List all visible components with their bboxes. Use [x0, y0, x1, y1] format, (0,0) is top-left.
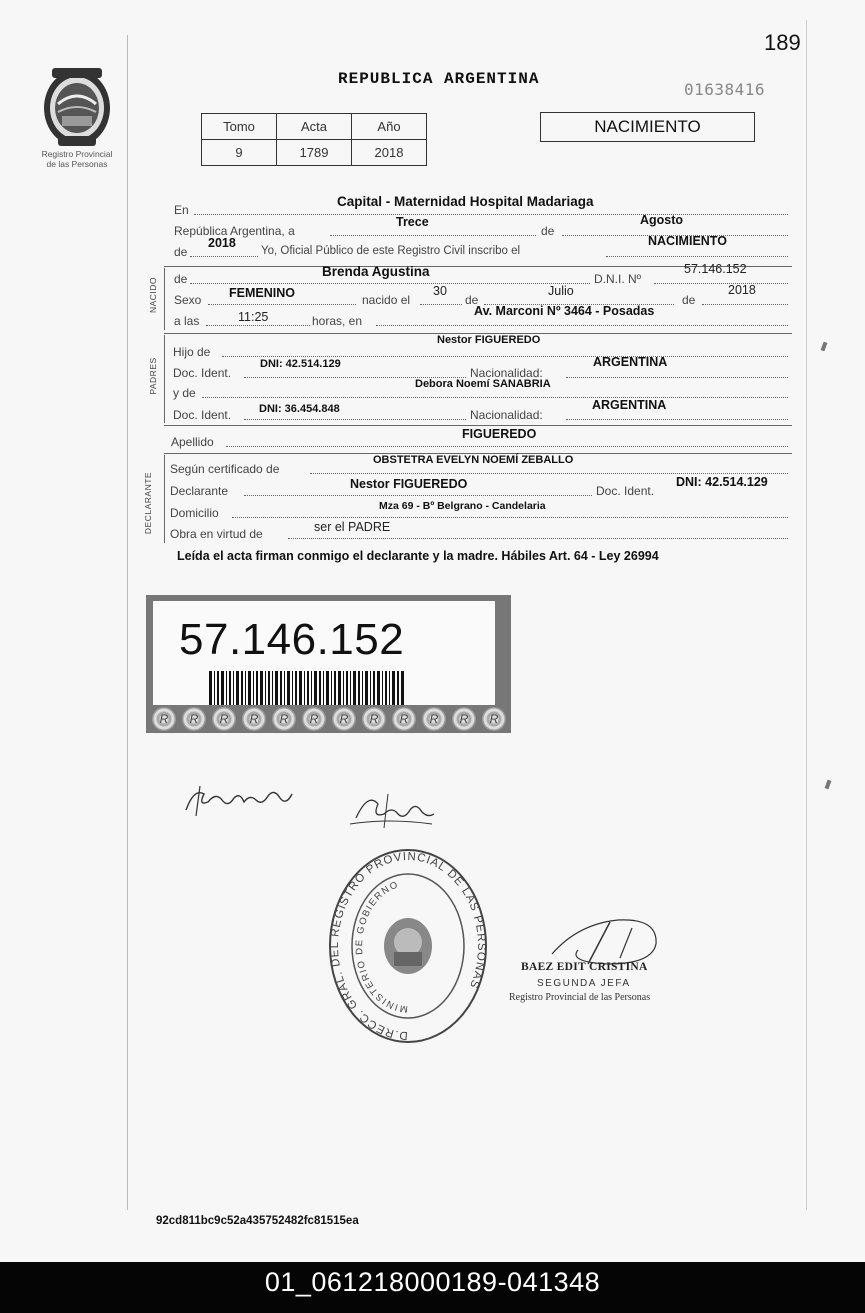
dotted-line	[194, 213, 788, 215]
barcode	[209, 671, 409, 705]
left-margin-rule	[127, 35, 128, 1210]
declarant-name-value: Nestor FIGUEREDO	[350, 477, 468, 491]
dotted-line	[606, 255, 788, 257]
dotted-line	[222, 355, 788, 357]
anio-header: Año	[352, 114, 427, 140]
section-rule	[164, 335, 165, 423]
doc-label: Doc. Ident.	[173, 366, 232, 380]
dotted-line	[190, 282, 590, 284]
security-r-mark: R	[212, 707, 236, 731]
father-name-value: Nestor FIGUEREDO	[437, 334, 541, 346]
record-type-box: NACIMIENTO	[540, 112, 755, 142]
dotted-line	[702, 303, 788, 305]
de-label: de	[541, 224, 555, 238]
security-r-mark: R	[452, 707, 476, 731]
yde-label: y de	[173, 386, 196, 400]
declarant-doc-value: DNI: 42.514.129	[676, 475, 768, 489]
mother-nationality-value: ARGENTINA	[592, 398, 667, 412]
child-dni-value: 57.146.152	[684, 262, 747, 276]
en-label: En	[174, 203, 189, 217]
dotted-line	[288, 537, 788, 539]
security-r-mark: R	[182, 707, 206, 731]
alas-label: a las	[174, 314, 200, 328]
nacido-section-label: NACIDO	[148, 276, 158, 314]
padres-section-label: PADRES	[148, 357, 158, 395]
signatory-office: Registro Provincial de las Personas	[509, 992, 651, 1003]
mother-signature	[348, 788, 438, 832]
dotted-line	[232, 516, 788, 518]
domicilio-value: Mza 69 - Bº Belgrano - Candelaria	[379, 500, 546, 512]
domicilio-label: Domicilio	[170, 506, 219, 520]
right-margin-rule	[806, 20, 807, 1210]
mother-doc-value: DNI: 36.454.848	[259, 403, 340, 415]
document-title: REPUBLICA ARGENTINA	[338, 70, 540, 88]
sticker-dni-number: 57.146.152	[179, 615, 405, 664]
dotted-line	[226, 445, 788, 447]
de-label: de	[682, 293, 696, 307]
acta-value: 1789	[277, 140, 352, 166]
de-label: de	[174, 272, 188, 286]
dotted-line	[208, 303, 356, 305]
sex-value: FEMENINO	[229, 286, 295, 300]
year-value: 2018	[208, 236, 236, 250]
security-r-mark: R	[362, 707, 386, 731]
security-r-mark: R	[152, 707, 176, 731]
father-nationality-value: ARGENTINA	[593, 355, 668, 369]
mother-name-value: Debora Noemí SANABRIA	[415, 378, 551, 390]
declarant-signature	[182, 780, 302, 820]
dotted-line	[654, 282, 788, 284]
hijo-label: Hijo de	[173, 345, 211, 359]
dotted-line	[202, 396, 788, 398]
section-divider	[164, 425, 792, 426]
birth-month-value: Julio	[548, 284, 574, 298]
security-r-mark: R	[272, 707, 296, 731]
child-name-value: Brenda Agustina	[322, 264, 430, 279]
security-r-mark: R	[422, 707, 446, 731]
page-number: 189	[764, 30, 801, 55]
doc-label: Doc. Ident.	[173, 408, 232, 422]
scan-mark	[821, 342, 828, 352]
footer-code: 01_061218000189-041348	[0, 1262, 865, 1313]
security-r-mark: R	[392, 707, 416, 731]
horas-label: horas, en	[312, 314, 363, 328]
birth-place-value: Av. Marconi Nº 3464 - Posadas	[474, 304, 655, 318]
serial-number: 01638416	[684, 80, 766, 99]
dotted-line	[310, 472, 788, 474]
inscribo-value: NACIMIENTO	[648, 234, 727, 248]
registry-table	[201, 113, 427, 166]
security-r-mark: R	[302, 707, 326, 731]
segun-label: Según certificado de	[170, 462, 280, 476]
obra-value: ser el PADRE	[314, 520, 391, 534]
de-label: de	[174, 245, 188, 259]
republica-label: República Argentina, a	[174, 224, 295, 238]
document-hash: 92cd811bc9c52a435752482fc81515ea	[156, 1215, 359, 1227]
dotted-line	[206, 324, 310, 326]
seal-inner-text: MINISTERIO DE GOBIERNO	[353, 879, 409, 1015]
nacionalidad-label: Nacionalidad:	[470, 408, 543, 422]
security-r-mark: R	[242, 707, 266, 731]
day-text-value: Trece	[396, 215, 429, 229]
certificate-value: OBSTETRA EVELYN NOEMÍ ZEBALLO	[373, 454, 574, 466]
place-value: Capital - Maternidad Hospital Madariaga	[337, 194, 594, 209]
dotted-line	[244, 418, 466, 420]
signatory-name: BAEZ EDIT CRISTINA	[521, 961, 648, 973]
security-r-mark: R	[332, 707, 356, 731]
doc-label: Doc. Ident.	[596, 484, 655, 498]
province-logo	[38, 64, 116, 150]
official-seal	[328, 848, 488, 1048]
dni-label: D.N.I. Nº	[594, 272, 642, 286]
dotted-line	[330, 234, 536, 236]
de-label: de	[465, 293, 479, 307]
scan-mark	[825, 780, 832, 790]
signatory-role: SEGUNDA JEFA	[537, 978, 631, 989]
nacido-el-label: nacido el	[362, 293, 411, 307]
security-r-mark: R	[482, 707, 506, 731]
apellido-label: Apellido	[171, 435, 214, 449]
dotted-line	[190, 255, 258, 257]
dotted-line	[376, 324, 788, 326]
section-rule	[164, 455, 165, 543]
tomo-header: Tomo	[202, 114, 277, 140]
seal-ring-text: D.RECC. GRAL. DEL REGISTRO PROVINCIAL DE LAS PERSONAS	[329, 850, 488, 1042]
dotted-line	[244, 494, 592, 496]
birth-day-value: 30	[433, 284, 447, 298]
logo-caption: Registro Provincial de las Personas	[41, 149, 113, 169]
declarante-section-label: DECLARANTE	[143, 471, 153, 535]
birth-time-value: 11:25	[238, 310, 269, 324]
sticker-label	[153, 601, 495, 705]
obra-label: Obra en virtud de	[170, 527, 263, 541]
tomo-value: 9	[202, 140, 277, 166]
anio-value: 2018	[352, 140, 427, 166]
dotted-line	[420, 303, 462, 305]
nacionalidad-label: Nacionalidad:	[470, 366, 543, 380]
section-rule	[164, 268, 165, 330]
apellido-value: FIGUEREDO	[462, 427, 537, 441]
yo-label: Yo, Oficial Público de este Registro Civil inscribo el	[261, 245, 521, 257]
declarante-label: Declarante	[170, 484, 229, 498]
closing-statement: Leída el acta firman conmigo el declarante y la madre. Hábiles Art. 64 - Ley 26994	[177, 549, 659, 563]
dotted-line	[566, 376, 788, 378]
sexo-label: Sexo	[174, 293, 202, 307]
dni-sticker	[146, 595, 511, 733]
acta-header: Acta	[277, 114, 352, 140]
dotted-line	[566, 418, 788, 420]
birth-year-value: 2018	[728, 283, 756, 297]
month-value: Agosto	[640, 213, 684, 227]
father-doc-value: DNI: 42.514.129	[260, 358, 341, 370]
